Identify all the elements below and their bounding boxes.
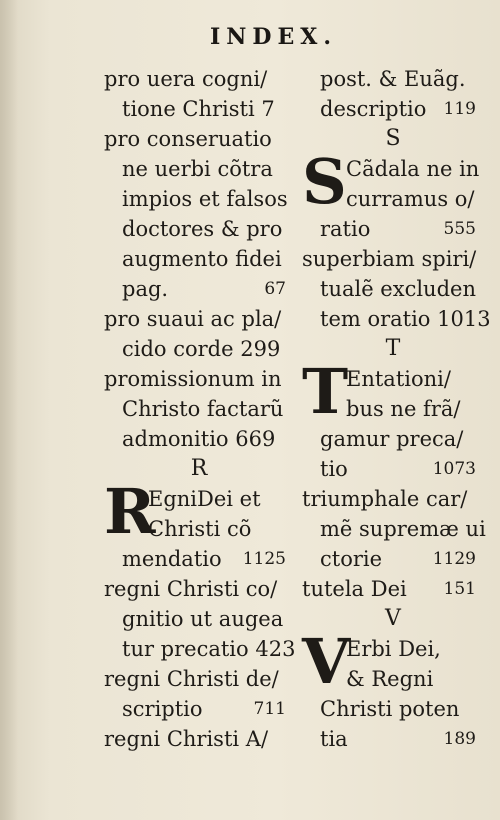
section-letter-v: V: [385, 606, 401, 631]
index-line: [104, 544, 294, 574]
index-entry-text: tur precatio 423: [122, 637, 296, 661]
index-entry-text: gnitio ut augea: [122, 607, 284, 631]
page-number: 1129: [432, 549, 476, 569]
index-line: Cãdala ne in: [346, 157, 480, 181]
index-entry-text: regni Christi de/: [104, 667, 279, 691]
index-line: & Regni: [346, 667, 434, 691]
index-entry-text: scriptio: [122, 697, 203, 721]
drop-cap-r: R: [104, 475, 156, 548]
drop-cap-entry-t: [302, 355, 484, 428]
index-line: [302, 214, 484, 244]
index-line: [104, 424, 294, 454]
index-entry-text: pro suaui ac pla/: [104, 307, 282, 331]
index-line: [104, 664, 294, 694]
index-line: [302, 694, 484, 724]
index-line: [104, 184, 294, 214]
index-line: [302, 514, 484, 544]
drop-cap-entry-v: [302, 625, 484, 698]
index-line: EgniDei et: [148, 487, 261, 511]
index-line: [104, 604, 294, 634]
index-line: [104, 574, 294, 604]
index-entry-text: pro uera cogni/: [104, 67, 268, 91]
index-line: [104, 94, 294, 124]
index-entry-text: Christo factarũ: [122, 397, 284, 421]
section-letter-s: S: [385, 126, 401, 151]
page-number: 67: [264, 279, 286, 299]
index-entry-text: impios et falsos: [122, 187, 288, 211]
index-entry-text: post. & Euãg.: [320, 67, 466, 91]
drop-cap-s: S: [302, 145, 347, 218]
index-entry-text: regni Christi co/: [104, 577, 278, 601]
index-entry-text: tutela Dei: [302, 577, 407, 601]
index-entry-text: ctorie: [320, 547, 383, 571]
index-line: [104, 724, 294, 754]
index-entry-text: ratio: [320, 217, 371, 241]
index-entry-text: tia: [320, 727, 348, 751]
index-line: Entationi/: [346, 367, 451, 391]
page-number: 119: [443, 99, 476, 119]
index-entry-text: doctores & pro: [122, 217, 283, 241]
index-line: [302, 244, 484, 274]
index-line: [104, 364, 294, 394]
index-entry-text: superbiam spiri/: [302, 247, 477, 271]
drop-cap-t: T: [302, 355, 349, 428]
index-line: Erbi Dei,: [346, 637, 441, 661]
page-number: 1073: [432, 459, 476, 479]
index-line: [104, 64, 294, 94]
index-entry-text: regni Christi A/: [104, 727, 269, 751]
index-line: [302, 454, 484, 484]
index-entry-text: descriptio: [320, 97, 427, 121]
index-line: [302, 724, 484, 754]
index-entry-text: Christi poten: [320, 697, 460, 721]
index-entry-text: cido corde 299: [122, 337, 281, 361]
index-line: [302, 574, 484, 604]
index-entry-text: augmento fidei: [122, 247, 282, 271]
index-line: [104, 334, 294, 364]
index-line: [104, 214, 294, 244]
section-letter-t: T: [385, 336, 401, 361]
index-line: bus ne frã/: [346, 397, 461, 421]
index-entry-text: mẽ supremæ ui: [320, 517, 486, 541]
index-line: [302, 484, 484, 514]
page-number: 1125: [242, 549, 286, 569]
index-line: [104, 244, 294, 274]
index-entry-text: pro conseruatio: [104, 127, 272, 151]
page-header: INDEX.: [210, 24, 337, 50]
index-line: [302, 274, 484, 304]
index-column-left: [104, 64, 294, 754]
page-number: 151: [443, 579, 476, 599]
drop-cap-v: V: [302, 625, 351, 698]
index-entry-text: admonitio 669: [122, 427, 276, 451]
index-column-right: [302, 64, 491, 754]
page-number: 189: [443, 729, 476, 749]
index-entry-text: ne uerbi cõtra: [122, 157, 273, 181]
index-entry-text: promissionum in: [104, 367, 282, 391]
index-entry-text: triumphale car/: [302, 487, 468, 511]
section-letter-r: R: [190, 456, 208, 481]
index-entry-text: pag.: [122, 277, 169, 301]
page-number: 711: [253, 699, 286, 719]
index-entry-text: gamur preca/: [320, 427, 464, 451]
page-number: 555: [443, 219, 476, 239]
index-line: [104, 394, 294, 424]
index-entry-text: tem oratio 1013: [320, 307, 491, 331]
index-line: [104, 154, 294, 184]
index-line: [104, 694, 294, 724]
index-entry-text: tualẽ excluden: [320, 277, 476, 301]
index-line: [104, 634, 294, 664]
index-line: [104, 274, 294, 304]
index-line: [302, 424, 484, 454]
index-entry-text: tio: [320, 457, 348, 481]
index-line: [302, 544, 484, 574]
index-line: [302, 64, 484, 94]
index-line: [302, 304, 491, 334]
index-line: [104, 124, 294, 154]
index-line: [104, 304, 294, 334]
page-gutter-shadow: [0, 0, 18, 820]
drop-cap-entry-s: [302, 145, 484, 218]
index-entry-text: mendatio: [122, 547, 222, 571]
index-line: Christi cõ: [148, 517, 252, 541]
drop-cap-entry-r: [104, 475, 294, 548]
index-entry-text: tione Christi 7: [122, 97, 275, 121]
index-line: curramus o/: [346, 187, 475, 211]
index-line: [302, 94, 484, 124]
